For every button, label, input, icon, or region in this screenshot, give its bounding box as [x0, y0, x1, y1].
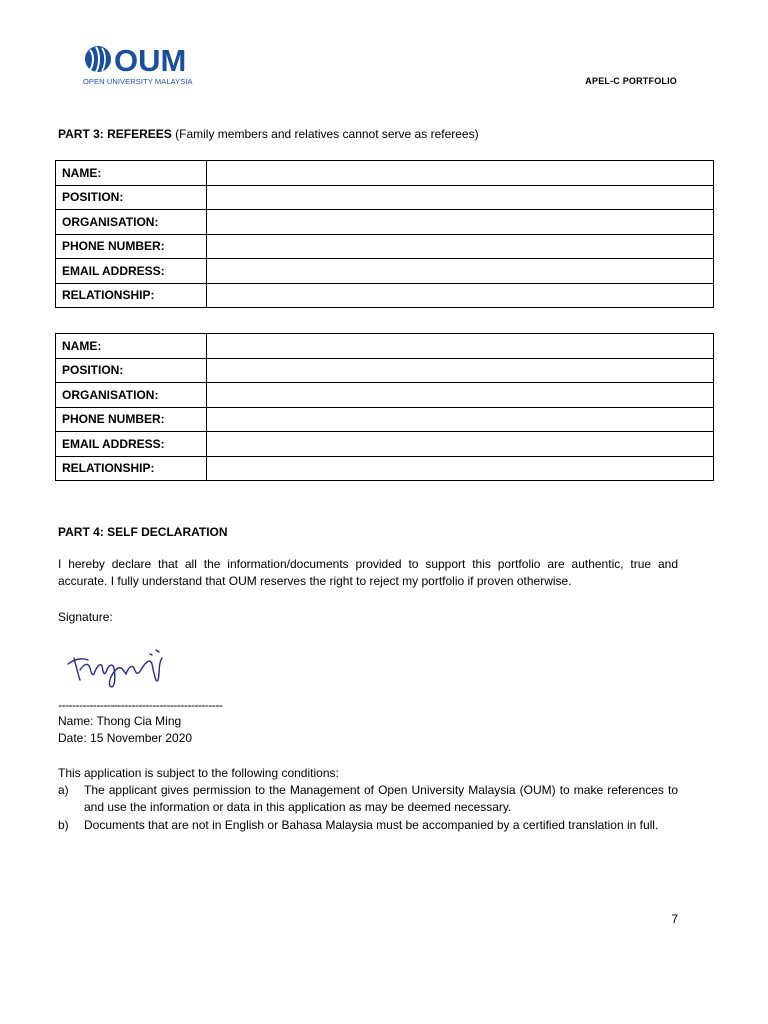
field-label: EMAIL ADDRESS:	[56, 432, 207, 457]
phone-field-2[interactable]	[207, 407, 714, 432]
relationship-field-2[interactable]	[207, 456, 714, 481]
logo-text: OUM	[114, 43, 187, 78]
table-row	[56, 358, 714, 383]
field-label: POSITION:	[56, 358, 207, 383]
field-label: PHONE NUMBER:	[56, 407, 207, 432]
field-label: ORGANISATION:	[56, 210, 207, 235]
page-number: 7	[671, 912, 678, 926]
email-field-1[interactable]	[207, 259, 714, 284]
logo-subtitle: OPEN UNIVERSITY MALAYSIA	[83, 77, 193, 86]
signature-image	[58, 628, 178, 698]
table-row	[56, 334, 714, 359]
relationship-field-1[interactable]	[207, 283, 714, 308]
email-field-2[interactable]	[207, 432, 714, 457]
phone-field-1[interactable]	[207, 234, 714, 259]
table-row	[56, 210, 714, 235]
field-label: POSITION:	[56, 185, 207, 210]
declaration-line-1: I hereby declare that all the information/documents provided to support this portfolio are authentic, true and	[58, 557, 678, 571]
oum-logo	[82, 44, 192, 88]
table-row	[56, 456, 714, 481]
list-item	[58, 817, 678, 834]
table-row	[56, 432, 714, 457]
list-item	[58, 782, 678, 816]
name-field-1[interactable]	[207, 161, 714, 186]
document-header-title: APEL-C PORTFOLIO	[585, 76, 677, 86]
table-row	[56, 185, 714, 210]
position-field-1[interactable]	[207, 185, 714, 210]
organisation-field-2[interactable]	[207, 383, 714, 408]
referee-table-1	[55, 160, 714, 308]
signature-label: Signature:	[58, 610, 113, 624]
field-label: RELATIONSHIP:	[56, 456, 207, 481]
condition-text: The applicant gives permission to the Management of Open University Malaysia (OUM) to make references to and use the information or data in this application as may be deemed necessary.	[84, 783, 678, 814]
part3-heading: PART 3: REFEREES	[58, 127, 172, 141]
field-label: EMAIL ADDRESS:	[56, 259, 207, 284]
table-row	[56, 407, 714, 432]
referee-table-2	[55, 333, 714, 481]
field-label: ORGANISATION:	[56, 383, 207, 408]
list-marker: b)	[58, 818, 69, 832]
part3-note: (Family members and relatives cannot serve as referees)	[175, 127, 479, 141]
field-label: NAME:	[56, 161, 207, 186]
table-row	[56, 234, 714, 259]
declarant-name: Name: Thong Cia Ming	[58, 714, 182, 728]
field-label: NAME:	[56, 334, 207, 359]
part4-heading: PART 4: SELF DECLARATION	[58, 525, 228, 539]
position-field-2[interactable]	[207, 358, 714, 383]
field-label: PHONE NUMBER:	[56, 234, 207, 259]
name-field-2[interactable]	[207, 334, 714, 359]
conditions-intro: This application is subject to the following conditions:	[58, 766, 339, 780]
part3-heading-line	[58, 126, 479, 143]
list-marker: a)	[58, 783, 69, 797]
field-label: RELATIONSHIP:	[56, 283, 207, 308]
condition-text: Documents that are not in English or Bahasa Malaysia must be accompanied by a certified translation in full.	[84, 818, 659, 832]
declaration-date: Date: 15 November 2020	[58, 731, 193, 745]
table-row	[56, 259, 714, 284]
table-row	[56, 383, 714, 408]
signature-line: -----------------------------------------------	[58, 698, 223, 712]
organisation-field-1[interactable]	[207, 210, 714, 235]
oum-globe-icon	[82, 44, 114, 76]
table-row	[56, 283, 714, 308]
table-row	[56, 161, 714, 186]
declaration-line-2: accurate. I fully understand that OUM reserves the right to reject my portfolio if proven otherwise.	[58, 574, 572, 588]
